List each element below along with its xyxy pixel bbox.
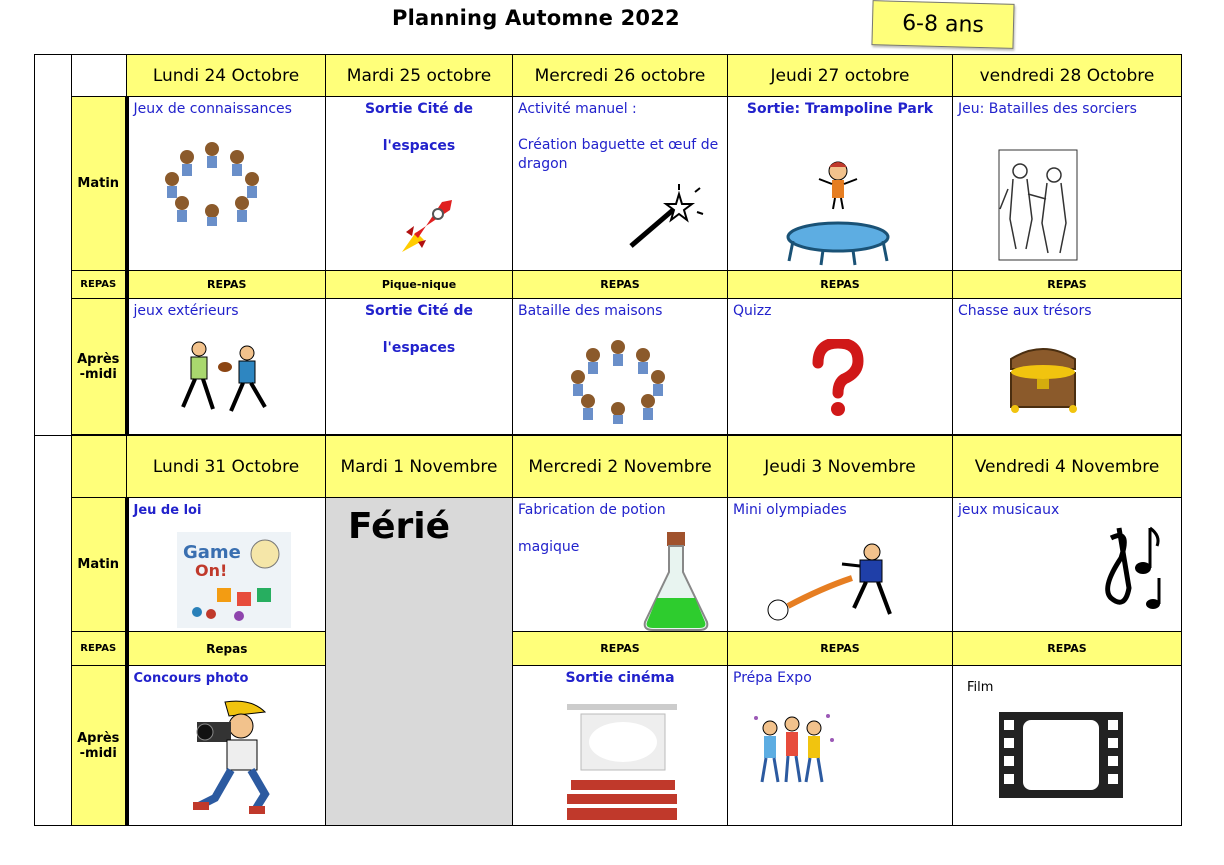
activity-title: Prépa Expo [733,670,812,686]
activity-cell [728,498,953,632]
planning-table [34,54,1182,826]
activity-cell [326,299,513,435]
row-label-line1: Après [77,351,120,367]
row-label-line2: -midi [79,745,117,761]
rugby-players-icon [169,337,279,417]
treasure-chest-icon [1003,339,1083,414]
group-circle-icon [563,335,673,427]
activity-title: Concours photo [133,671,249,686]
music-notes-icon [1081,518,1171,618]
age-note-label: 6-8 ans [901,10,985,39]
activity-title: Jeu: Batailles des sorciers [958,101,1137,117]
ferie-label: Férié [348,506,451,547]
film-strip-icon [999,712,1123,798]
day-header: Jeudi 27 octobre [728,55,953,97]
activity-title: jeux extérieurs [133,303,239,319]
wizards-icon [998,149,1078,261]
board-game-icon [177,532,291,628]
repas-cell: Pique-nique [326,271,513,299]
corner-cell [72,436,127,498]
activity-title: Fabrication de potion [518,502,666,518]
trampoline-icon [783,157,893,267]
row-label-repas: REPAS [72,271,127,299]
age-note [871,0,1014,49]
ferie-cell [326,498,513,826]
svg-text:On!: On! [194,561,227,580]
activity-title: Bataille des maisons [518,303,663,319]
soccer-player-icon [762,538,912,628]
repas-cell: REPAS [953,271,1182,299]
rocket-icon [392,192,462,262]
activity-cell [513,97,728,271]
activity-title-line2: Création baguette et œuf de dragon [518,137,719,172]
activity-cell [513,299,728,435]
activity-title-line2: magique [518,539,580,555]
repas-cell: Repas [127,632,326,666]
day-header: Lundi 24 Octobre [127,55,326,97]
row-label-matin: Matin [72,97,127,271]
row-label-matin: Matin [72,498,127,632]
day-header: Mardi 1 Novembre [326,436,513,498]
row-label-line2: -midi [79,366,117,382]
activity-title-line2: l'espaces [382,138,456,154]
page-title: Planning Automne 2022 [392,6,680,30]
svg-text:Game: Game [182,542,241,563]
week2-margin [35,436,72,826]
activity-title: Mini olympiades [733,502,847,518]
photographer-icon [185,698,285,818]
activity-cell [728,666,953,826]
row-label-line1: Après [77,730,120,746]
activity-title: Sortie: Trampoline Park [746,101,934,117]
row-label-apres-midi [72,299,127,435]
activity-title: jeux musicaux [958,502,1060,518]
magic-wand-icon [625,182,705,252]
activity-cell [513,666,728,826]
activity-cell [127,299,326,435]
activity-title: Film [967,680,994,695]
activity-title: Chasse aux trésors [958,303,1092,319]
repas-cell: REPAS [513,632,728,666]
activity-cell [513,498,728,632]
activity-cell [127,666,326,826]
activity-title: Activité manuel : [518,101,637,117]
activity-cell [953,97,1182,271]
activity-title: Sortie cinéma [565,670,675,686]
row-label-repas: REPAS [72,632,127,666]
friends-party-icon [748,710,838,786]
repas-cell: REPAS [953,632,1182,666]
repas-cell: REPAS [728,271,953,299]
group-circle-icon [157,137,267,227]
question-mark-icon [806,339,866,419]
activity-cell [728,299,953,435]
activity-cell [953,299,1182,435]
cinema-screen-icon [567,704,677,826]
potion-flask-icon [639,532,713,632]
day-header: Vendredi 4 Novembre [953,436,1182,498]
activity-cell [953,498,1182,632]
row-label-apres-midi [72,666,127,826]
day-header: Mercredi 26 octobre [513,55,728,97]
day-header: Mercredi 2 Novembre [513,436,728,498]
activity-title: Sortie Cité de [364,303,474,319]
repas-cell: REPAS [127,271,326,299]
day-header: Jeudi 3 Novembre [728,436,953,498]
activity-title: Sortie Cité de [364,101,474,117]
activity-cell [127,97,326,271]
repas-cell: REPAS [513,271,728,299]
activity-cell [728,97,953,271]
repas-cell: REPAS [728,632,953,666]
activity-cell [953,666,1182,826]
activity-title: Jeux de connaissances [133,101,292,117]
activity-title: Jeu de loi [133,503,202,518]
activity-cell [127,498,326,632]
day-header: Lundi 31 Octobre [127,436,326,498]
corner-cell [72,55,127,97]
activity-cell [326,97,513,271]
day-header: Mardi 25 octobre [326,55,513,97]
activity-title: Quizz [733,303,772,319]
activity-title-line2: l'espaces [382,340,456,356]
week1-margin [35,55,72,436]
day-header: vendredi 28 Octobre [953,55,1182,97]
